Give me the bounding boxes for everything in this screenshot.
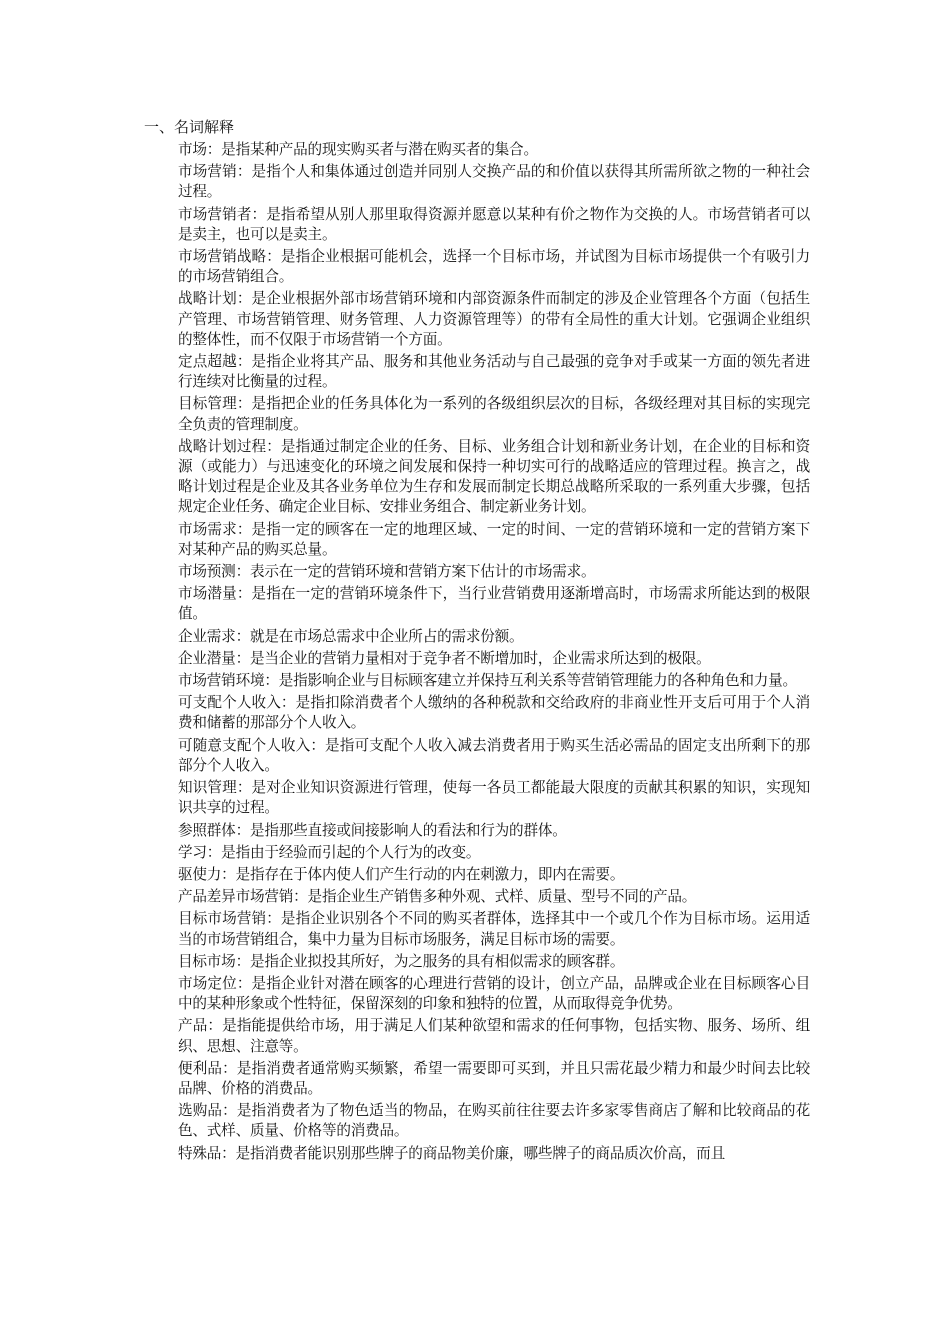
- definition-entry: 产品：是指能提供给市场，用于满足人们某种欲望和需求的任何事物，包括实物、服务、场所、组织、思想、注意等。: [178, 1017, 810, 1055]
- definition-entry: 驱使力：是指存在于体内使人们产生行动的内在刺激力，即内在需要。: [178, 865, 625, 883]
- definition-entry: 目标管理：是指把企业的任务具体化为一系列的各级组织层次的目标，各级经理对其目标的实现完全负责的管理制度。: [178, 395, 810, 433]
- definition-entry: 目标市场营销：是指企业识别各个不同的购买者群体，选择其中一个或几个作为目标市场。运用适当的市场营销组合，集中力量为目标市场服务，满足目标市场的需要。: [178, 910, 810, 948]
- section-heading: 一、名词解释: [144, 118, 235, 136]
- definition-entry: 目标市场：是指企业拟投其所好，为之服务的具有相似需求的顾客群。: [178, 952, 625, 970]
- definition-entry: 企业潜量：是当企业的营销力量相对于竞争者不断增加时，企业需求所达到的极限。: [178, 649, 711, 667]
- definition-entry: 可支配个人收入：是指扣除消费者个人缴纳的各种税款和交给政府的非商业性开支后可用于个人消费和储蓄的那部分个人收入。: [178, 694, 810, 732]
- definition-entry: 市场营销：是指个人和集体通过创造并同别人交换产品的和价值以获得其所需所欲之物的一种社会过程。: [178, 163, 810, 201]
- definition-entry: 参照群体：是指那些直接或间接影响人的看法和行为的群体。: [178, 821, 567, 839]
- definition-entry: 可随意支配个人收入：是指可支配个人收入减去消费者用于购买生活必需品的固定支出所剩下的那部分个人收入。: [178, 736, 810, 774]
- definition-entry: 市场营销战略：是指企业根据可能机会，选择一个目标市场，并试图为目标市场提供一个有吸引力的市场营销组合。: [178, 248, 810, 286]
- definition-entry: 企业需求：就是在市场总需求中企业所占的需求份额。: [178, 627, 524, 645]
- definition-entry: 特殊品：是指消费者能识别那些牌子的商品物美价廉，哪些牌子的商品质次价高，而且: [178, 1144, 725, 1162]
- definition-entry: 市场定位：是指企业针对潜在顾客的心理进行营销的设计，创立产品，品牌或企业在目标顾客心目中的某种形象或个性特征，保留深刻的印象和独特的位置，从而取得竞争优势。: [178, 974, 810, 1013]
- definition-entry: 市场预测：表示在一定的营销环境和营销方案下估计的市场需求。: [178, 563, 596, 581]
- definition-entry: 市场营销者：是指希望从别人那里取得资源并愿意以某种有价之物作为交换的人。市场营销者可以是卖主，也可以是卖主。: [178, 205, 810, 243]
- definition-entry: 便利品：是指消费者通常购买频繁，希望一需要即可买到，并且只需花最少精力和最少时间去比较品牌、价格的消费品。: [178, 1059, 810, 1097]
- definition-entry: 市场：是指某种产品的现实购买者与潜在购买者的集合。: [178, 141, 538, 158]
- definition-entry: 市场营销环境：是指影响企业与目标顾客建立并保持互利关系等营销管理能力的各种角色和力量。: [178, 672, 797, 690]
- definition-entry: 市场需求：是指一定的顾客在一定的地理区域、一定的时间、一定的营销环境和一定的营销方案下对某种产品的购买总量。: [178, 520, 810, 558]
- definition-list: [178, 140, 810, 1166]
- definition-entry: 选购品：是指消费者为了物色适当的物品，在购买前往往要去许多家零售商店了解和比较商品的花色、式样、质量、价格等的消费品。: [178, 1102, 810, 1140]
- definition-entry: 定点超越：是指企业将其产品、服务和其他业务活动与自己最强的竞争对手或某一方面的领先者进行连续对比衡量的过程。: [178, 353, 810, 391]
- definition-entry: 战略计划过程：是指通过制定企业的任务、目标、业务组合计划和新业务计划，在企业的目标和资源（或能力）与迅速变化的环境之间发展和保持一种切实可行的战略适应的管理过程。换言之，战略计划过程是企业及其各业务单位为生存和发展而制定长期总战略所采取的一系列重大步骤，包括规定企业任务、确定企业目标、安排业务组合、制定新业务计划。: [178, 437, 810, 516]
- definition-entry: 战略计划：是企业根据外部市场营销环境和内部资源条件而制定的涉及企业管理各个方面（包括生产管理、市场营销管理、财务管理、人力资源管理等）的带有全局性的重大计划。它强调企业组织的整体性，而不仅限于市场营销一个方面。: [178, 290, 810, 348]
- definition-entry: 知识管理：是对企业知识资源进行管理，使每一各员工都能最大限度的贡献其积累的知识，实现知识共享的过程。: [178, 779, 810, 817]
- definition-entry: 产品差异市场营销：是指企业生产销售多种外观、式样、质量、型号不同的产品。: [178, 888, 697, 906]
- definition-entry: 市场潜量：是指在一定的营销环境条件下，当行业营销费用逐渐增高时，市场需求所能达到的极限值。: [178, 585, 810, 623]
- definition-entry: 学习：是指由于经验而引起的个人行为的改变。: [178, 843, 481, 861]
